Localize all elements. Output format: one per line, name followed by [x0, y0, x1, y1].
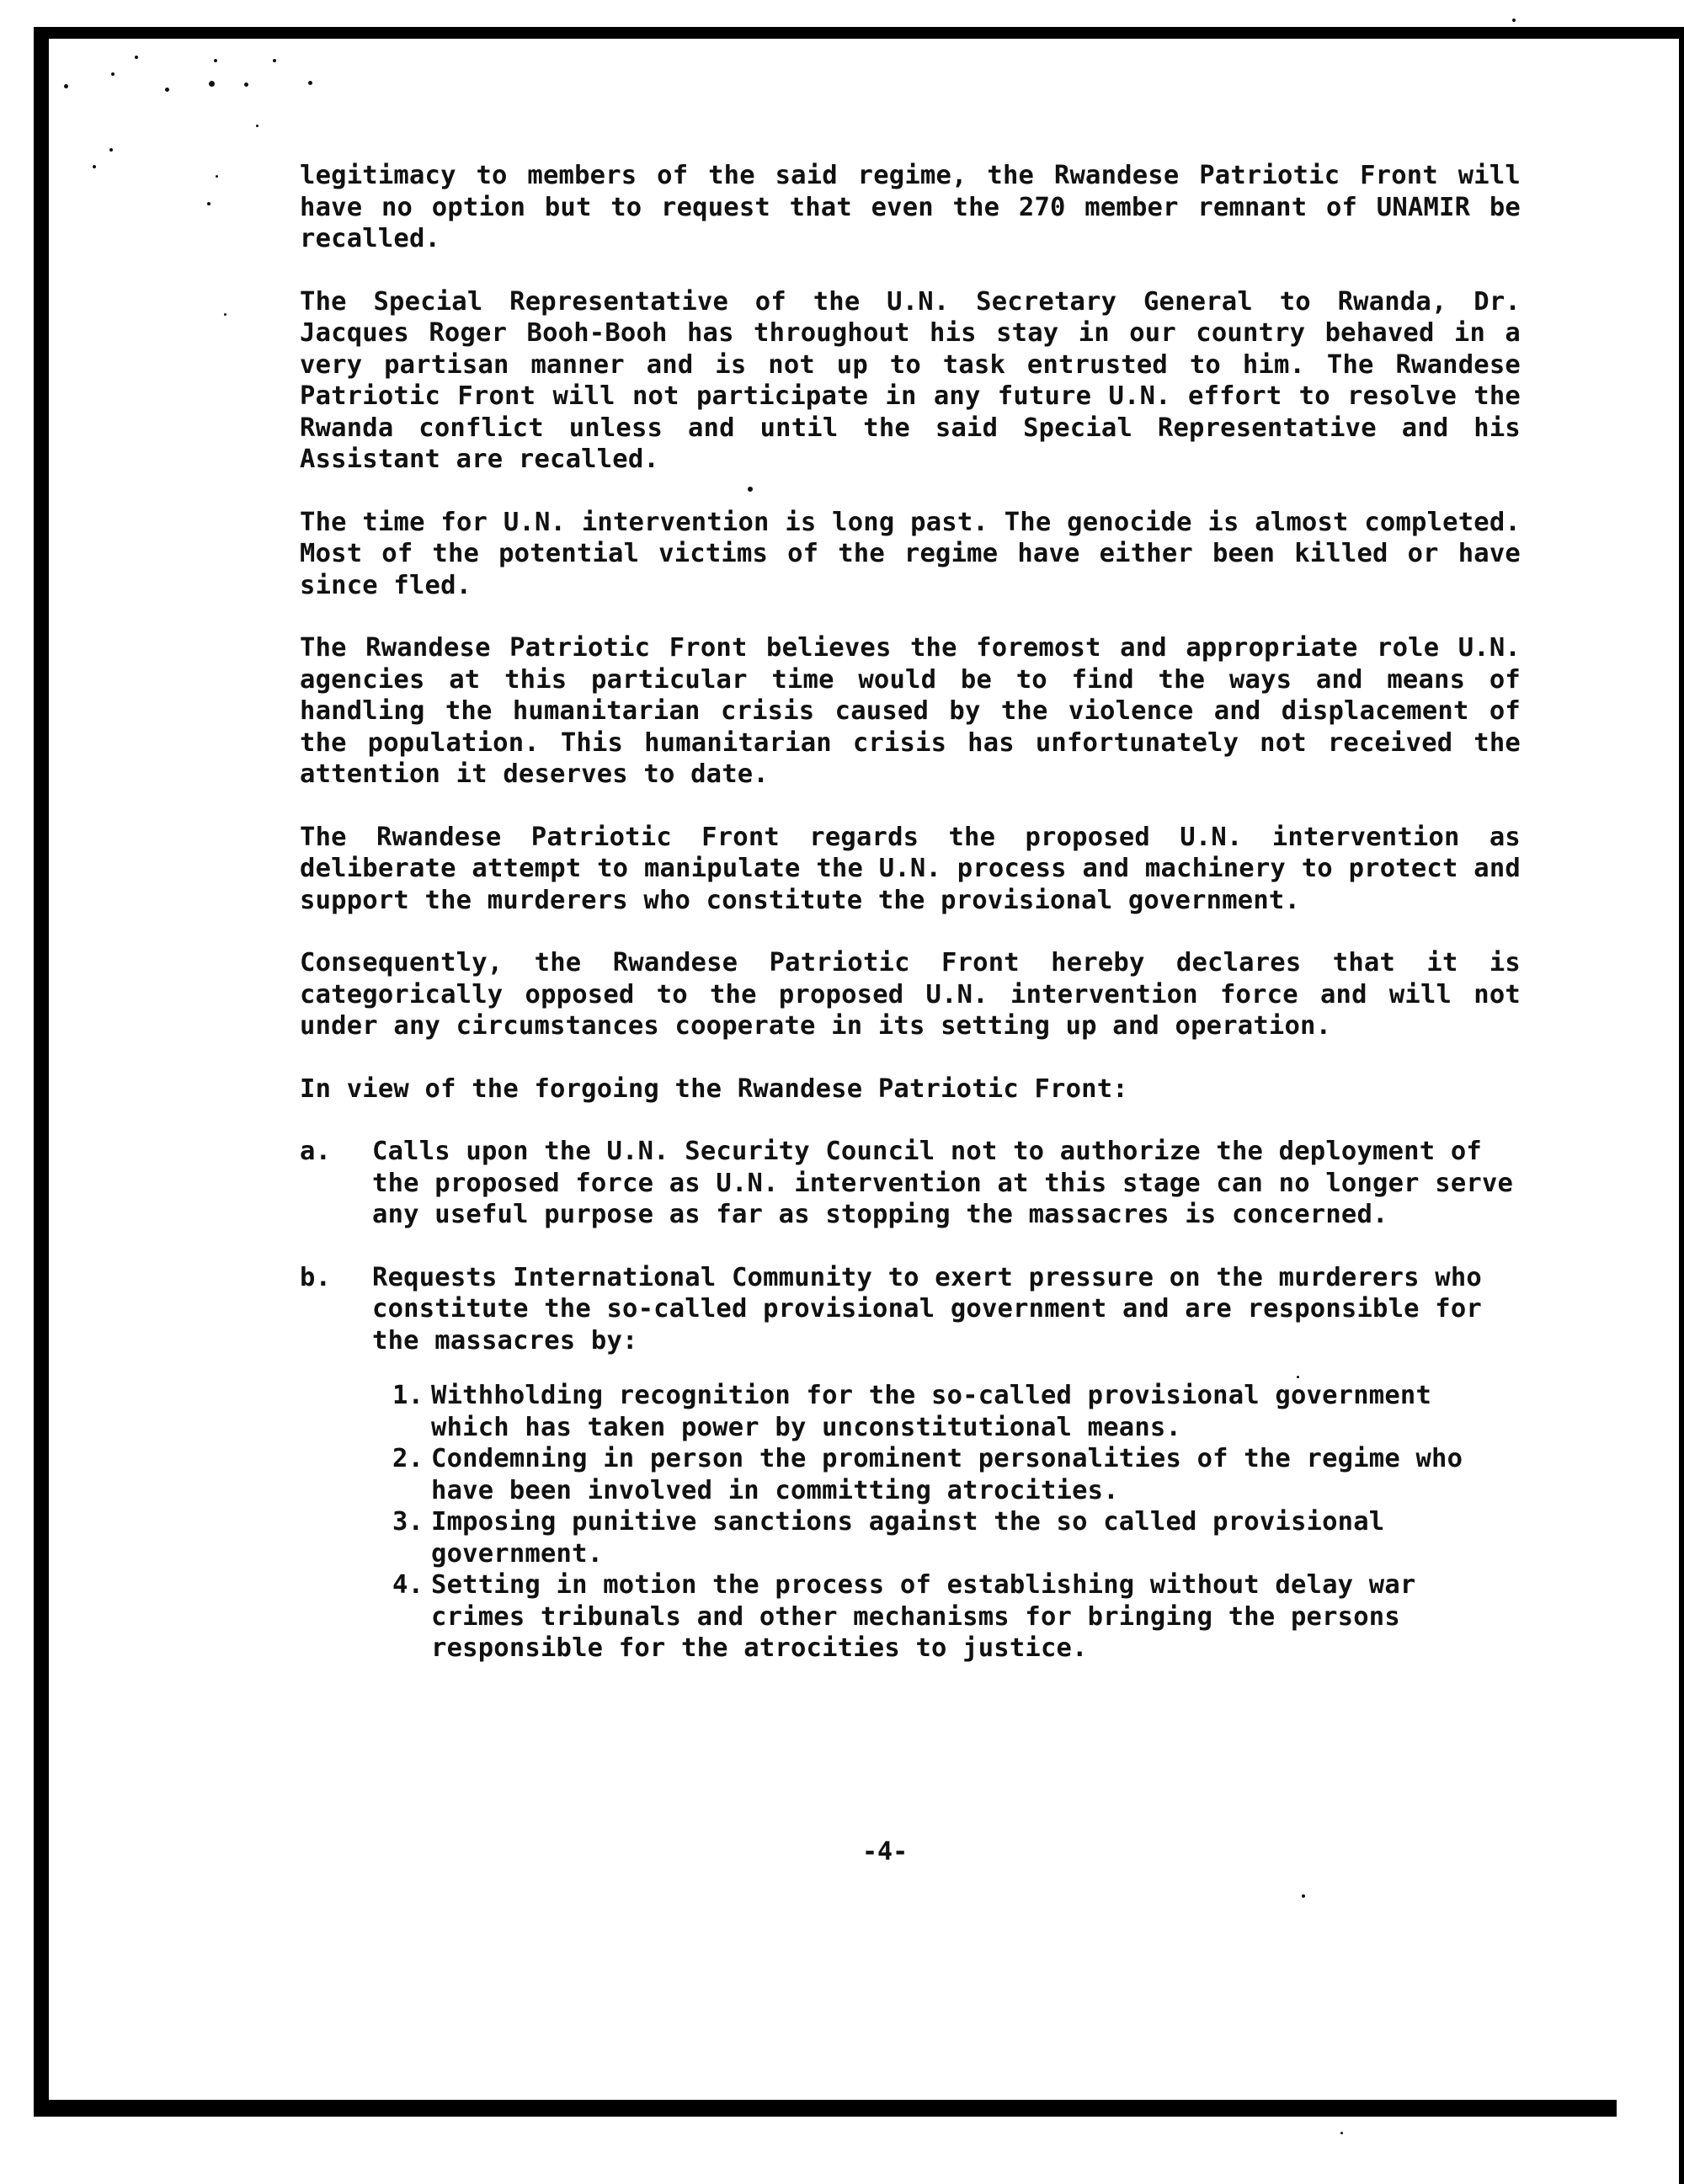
- scan-speck: [207, 202, 210, 205]
- scan-speck: [165, 88, 169, 92]
- measure-item: [392, 1380, 1521, 1443]
- scan-speck: [1302, 1894, 1305, 1898]
- page-number: -4-: [862, 1837, 909, 1867]
- measure-text: Setting in motion the process of establishing without delay war crimes tribunals and other mechanisms for bringing the persons responsible for the atrocities to justice.: [431, 1570, 1416, 1663]
- list-intro: In view of the forgoing the Rwandese Patriotic Front:: [300, 1073, 1128, 1104]
- paragraph-opposition: Consequently, the Rwandese Patriotic Front hereby declares that it is categorically opposed to the proposed U.N. intervention force and will not under any circumstances cooperate in its setting up and operation.: [300, 948, 1521, 1041]
- measure-text: Condemning in person the prominent personalities of the regime who have been involved in committing atrocities.: [431, 1444, 1463, 1505]
- measure-text: Imposing punitive sanctions against the so called provisional government.: [431, 1507, 1385, 1569]
- scan-border-bottom: [34, 2100, 1617, 2117]
- scan-border-top: [40, 27, 1684, 39]
- measure-item: [392, 1443, 1521, 1506]
- measure-number: 2.: [392, 1444, 424, 1473]
- paragraph-intervention-past: The time for U.N. intervention is long past. The genocide is almost completed. Most of the potential victims of the regime have either been killed or have since fled.: [300, 507, 1521, 600]
- scan-speck: [256, 125, 258, 127]
- scan-speck: [109, 148, 113, 152]
- scan-border-left: [34, 27, 49, 2115]
- scan-speck: [1512, 19, 1516, 22]
- measure-text: Withholding recognition for the so-called provisional government which has taken power by unconstitutional means.: [431, 1381, 1432, 1442]
- measure-number: 1.: [392, 1381, 424, 1410]
- scan-speck: [111, 72, 115, 76]
- scan-speck: [244, 83, 248, 87]
- list-item-text: Requests International Community to exert pressure on the murderers who constitute the so-called provisional government and are responsible for the massacres by:: [372, 1262, 1482, 1356]
- list-item-text: Calls upon the U.N. Security Council not to authorize the deployment of the proposed force as U.N. intervention at this stage can no longer serve any useful purpose as far as stopping the massacres is concerned.: [372, 1137, 1514, 1229]
- scan-speck: [93, 165, 96, 168]
- scan-border-right: [1679, 27, 1684, 2184]
- list-item-b: [300, 1262, 1521, 1357]
- scan-speck: [224, 313, 226, 316]
- scan-speck: [1340, 2132, 1343, 2134]
- list-item-a: [300, 1136, 1521, 1231]
- measure-number: 3.: [392, 1507, 424, 1537]
- scan-speck: [64, 84, 68, 88]
- paragraph-special-representative: The Special Representative of the U.N. Secretary General to Rwanda, Dr. Jacques Roger Booh-Booh has throughout his stay in our country behaved in a very partisan manner and is not up to task entrusted to him. The Rwandese Patriotic Front will not participate in any future U.N. effort to resolve the Rwanda conflict unless and until the said Special Representative and his Assistant are recalled.: [300, 286, 1521, 474]
- document-body: [300, 160, 1521, 1665]
- scan-speck: [308, 81, 312, 85]
- scan-speck: [216, 175, 218, 178]
- measure-number: 4.: [392, 1570, 424, 1600]
- paragraph-manipulation: The Rwandese Patriotic Front regards the proposed U.N. intervention as deliberate attempt to manipulate the U.N. process and machinery to protect and support the murderers who constitute the provisional government.: [300, 822, 1521, 915]
- scan-speck: [273, 59, 276, 62]
- measure-item: [392, 1506, 1521, 1569]
- paragraph-humanitarian-crisis: The Rwandese Patriotic Front believes the foremost and appropriate role U.N. agencies at this particular time would be to find the ways and means of handling the humanitarian crisis caused by the violence and displacement of the population. This humanitarian crisis has unfortunately not received the attention it deserves to date.: [300, 633, 1521, 789]
- scan-speck: [214, 59, 217, 62]
- paragraph-unamir-recall: legitimacy to members of the said regime, the Rwandese Patriotic Front will have no option but to request that even the 270 member remnant of UNAMIR be recalled.: [300, 161, 1521, 253]
- scan-speck: [209, 81, 215, 87]
- scan-speck: [135, 56, 138, 59]
- measures-list: [300, 1380, 1521, 1665]
- measure-item: [392, 1569, 1521, 1665]
- list-item-marker: b.: [300, 1262, 332, 1292]
- list-item-marker: a.: [300, 1137, 332, 1166]
